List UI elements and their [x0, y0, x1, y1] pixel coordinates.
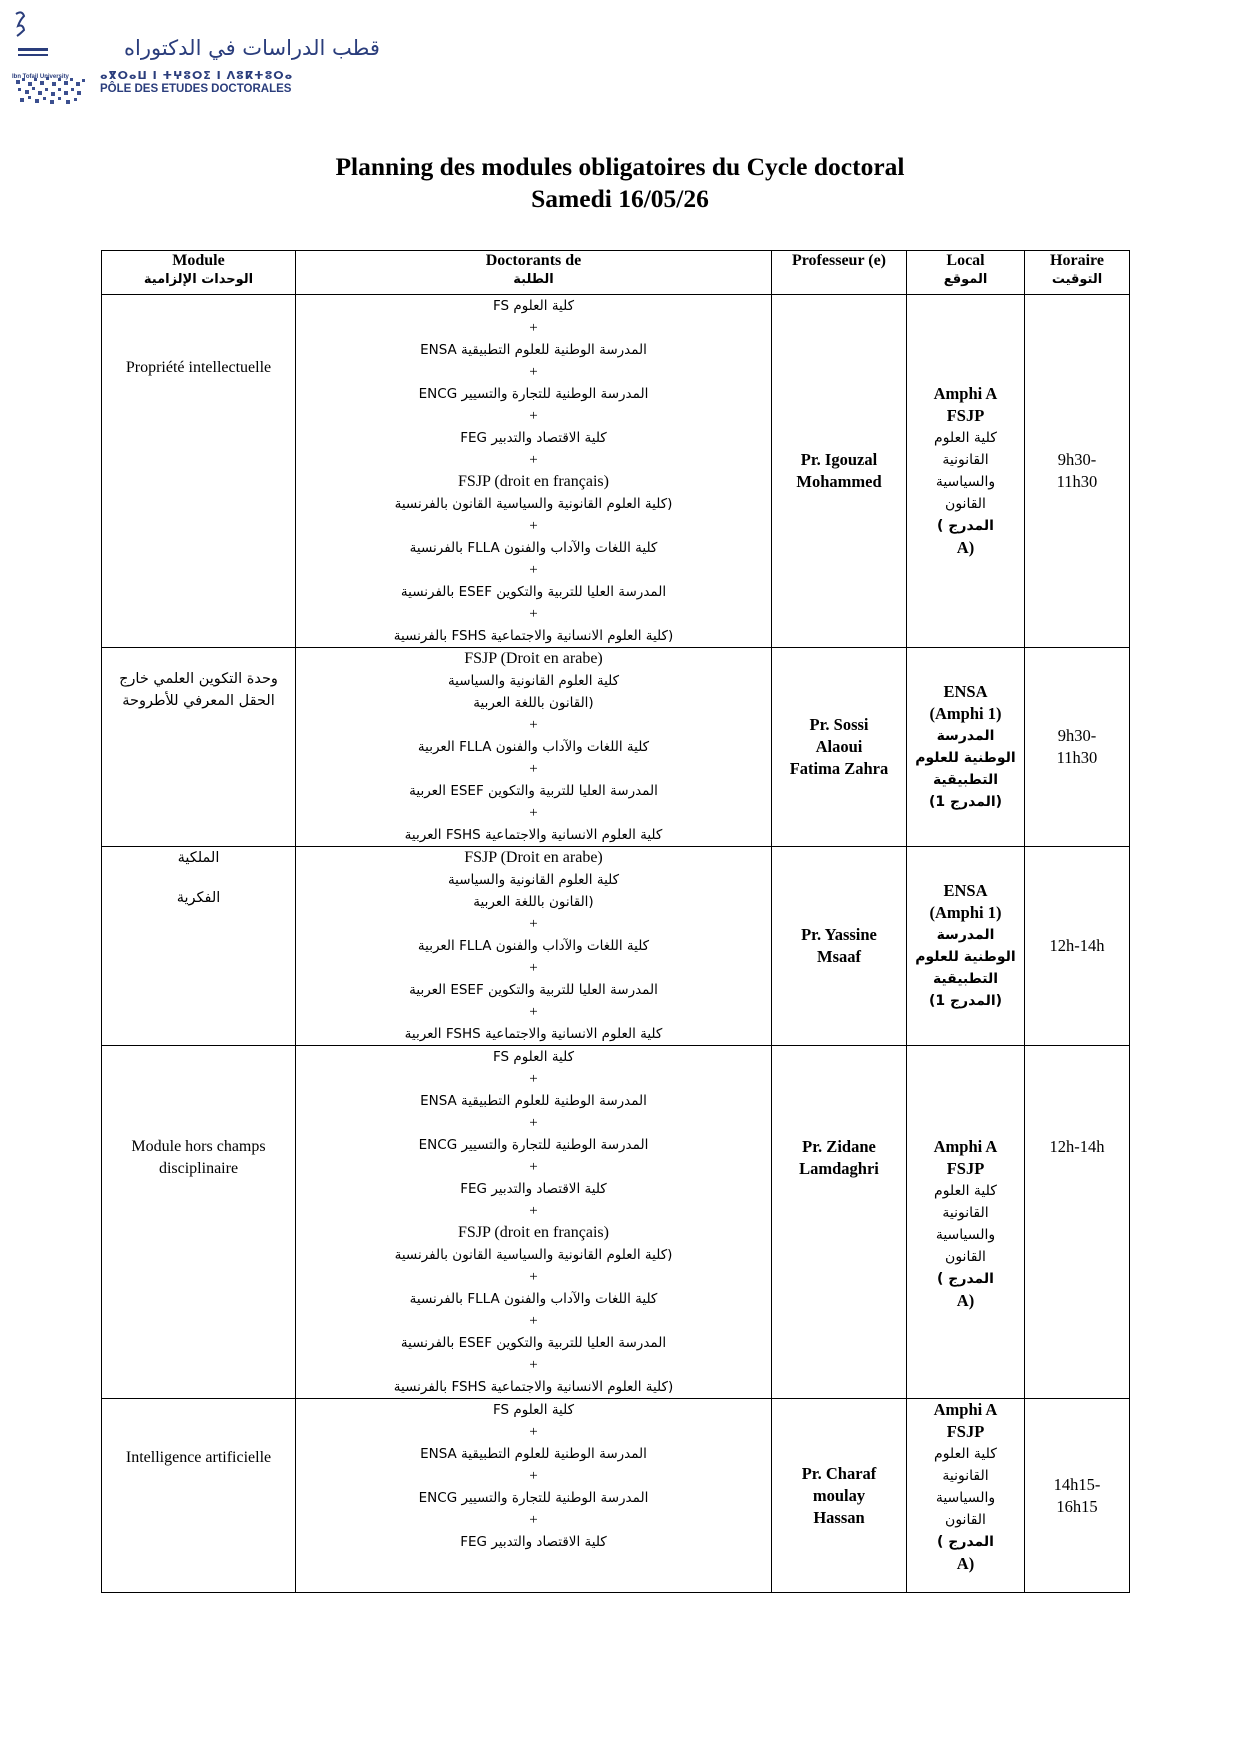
location-cell-line: Amphi A: [933, 1137, 998, 1156]
faculty-line: FSJP (droit en français): [458, 1224, 609, 1241]
table-row: [102, 295, 1130, 648]
module-cell: [102, 295, 296, 648]
module-name-line: الفكرية: [176, 890, 221, 906]
students-cell: [296, 847, 772, 1046]
time-cell-line: 12h-14h: [1049, 936, 1105, 955]
header-location: Local الموقع: [907, 251, 1025, 295]
university-logo: [12, 8, 380, 108]
location-cell: [907, 847, 1025, 1046]
time-cell-line: 9h30-: [1057, 726, 1097, 745]
time-cell-line: 11h30: [1056, 748, 1098, 767]
plus-separator: +: [529, 805, 538, 821]
faculty-line: كلية اللغات والآداب والفنون FLLA بالفرنسية: [409, 540, 658, 556]
location-cell-line: المدرج ): [937, 1271, 994, 1287]
location-cell-line: المدرج ): [937, 518, 994, 534]
module-name-line: وحدة التكوين العلمي خارج: [119, 671, 278, 687]
module-name-line: [108, 869, 289, 887]
module-name-line: الحقل المعرفي للأطروحة: [122, 693, 275, 709]
faculty-line: المدرسة الوطنية للتجارة والتسيير ENCG: [418, 386, 649, 402]
header-professor: Professeur (e): [772, 251, 907, 295]
professor-cell-line: Alaoui: [815, 737, 863, 756]
plus-separator: +: [529, 1203, 538, 1219]
header-time: Horaire التوقيت: [1025, 251, 1130, 295]
location-cell-line: الوطنية للعلوم: [915, 949, 1016, 965]
faculty-line: المدرسة العليا للتربية والتكوين ESEF بالفرنسية: [400, 584, 667, 600]
header-module: Module الوحدات الإلزامية: [102, 251, 296, 295]
plus-separator: +: [529, 320, 538, 336]
plus-separator: +: [529, 452, 538, 468]
professor-cell-line: Lamdaghri: [799, 1159, 879, 1178]
plus-separator: +: [529, 1115, 538, 1131]
location-cell-line: A): [956, 538, 975, 557]
plus-separator: +: [529, 916, 538, 932]
plus-separator: +: [529, 1004, 538, 1020]
ibn-tofail-logo-icon: [12, 8, 92, 108]
faculty-line: (كلية العلوم القانونية والسياسية القانون بالفرنسية: [394, 1247, 673, 1263]
faculty-line: المدرسة العليا للتربية والتكوين ESEF العربية: [409, 982, 658, 998]
plus-separator: +: [529, 1159, 538, 1175]
location-cell-line: كلية العلوم: [934, 1183, 997, 1199]
time-cell: [1025, 295, 1130, 648]
students-cell: [296, 648, 772, 847]
location-cell-line: (Amphi 1): [929, 704, 1002, 723]
professor-cell: [772, 1399, 907, 1593]
location-cell-line: القانون: [945, 1249, 986, 1265]
plus-separator: +: [529, 408, 538, 424]
plus-separator: +: [529, 562, 538, 578]
logo-university-name: Ibn Tofail University: [12, 74, 69, 80]
logo-arabic-text: قطب الدراسات في الدكتوراه: [124, 36, 380, 60]
location-cell-line: كلية العلوم: [934, 1446, 997, 1462]
faculty-line: FS كلية العلوم: [492, 1049, 575, 1065]
students-cell: [296, 1399, 772, 1593]
page-title: Planning des modules obligatoires du Cycle doctoral: [335, 152, 905, 181]
schedule-table: [101, 250, 1130, 1593]
faculty-line: FS كلية العلوم: [492, 1402, 575, 1418]
professor-cell-line: Pr. Zidane: [802, 1137, 876, 1156]
logo-tifinagh-text: ⴰⴳⵔⴰⵡ ⵏ ⵜⵖⵓⵔⵉ ⵏ ⴷⵓⴽⵜⵓⵔⴰ: [100, 69, 294, 82]
time-cell: [1025, 1046, 1130, 1399]
faculty-line: المدرسة الوطنية للعلوم التطبيقية ENSA: [420, 1093, 647, 1109]
faculty-line: المدرسة العليا للتربية والتكوين ESEF العربية: [409, 783, 658, 799]
module-cell: [102, 648, 296, 847]
faculty-line: FS كلية العلوم: [492, 298, 575, 314]
location-cell-line: القانون: [945, 496, 986, 512]
location-cell-line: FSJP: [946, 1422, 985, 1441]
time-cell-line: 16h15: [1056, 1496, 1098, 1516]
location-cell-line: التطبيقية: [932, 772, 999, 788]
module-name-line: disciplinaire: [158, 1160, 239, 1177]
faculty-line: المدرسة العليا للتربية والتكوين ESEF بالفرنسية: [400, 1335, 667, 1351]
professor-cell-line: Msaaf: [817, 947, 861, 966]
table-row: [102, 1046, 1130, 1399]
location-cell-line: FSJP: [946, 1159, 985, 1178]
plus-separator: +: [529, 717, 538, 733]
table-row: [102, 1399, 1130, 1593]
time-cell-line: 12h-14h: [1049, 1137, 1105, 1156]
time-cell-line: 11h30: [1056, 472, 1098, 491]
professor-cell-line: Pr. Yassine: [801, 925, 877, 944]
module-name-line: Intelligence artificielle: [125, 1449, 272, 1466]
location-cell-line: القانونية: [942, 1468, 989, 1484]
module-cell: [102, 1399, 296, 1593]
plus-separator: +: [529, 1357, 538, 1373]
location-cell-line: (Amphi 1): [929, 903, 1002, 922]
faculty-line: (كلية العلوم الانسانية والاجتماعية FSHS بالفرنسية: [393, 628, 674, 644]
plus-separator: +: [529, 1512, 538, 1528]
faculty-line: FSJP (Droit en arabe): [464, 650, 603, 667]
faculty-line: (كلية العلوم الانسانية والاجتماعية FSHS بالفرنسية: [393, 1379, 674, 1395]
header-students: Doctorants de الطلبة: [296, 251, 772, 295]
logo-french-text: PÔLE DES ETUDES DOCTORALES: [100, 83, 292, 95]
location-cell-line: القانون: [945, 1512, 986, 1528]
module-name-line: الملكية: [177, 850, 220, 866]
faculty-line: كلية العلوم القانونية والسياسية: [447, 872, 620, 888]
location-cell-line: Amphi A: [933, 1400, 998, 1419]
location-cell: [907, 648, 1025, 847]
students-cell: [296, 295, 772, 648]
location-cell-line: المدرسة: [936, 927, 995, 943]
faculty-line: كلية العلوم الانسانية والاجتماعية FSHS العربية: [404, 827, 663, 843]
professor-cell-line: Pr. Sossi: [809, 715, 869, 734]
module-name-line: Module hors champs: [131, 1138, 266, 1155]
faculty-line: المدرسة الوطنية للعلوم التطبيقية ENSA: [420, 342, 647, 358]
location-cell-line: الوطنية للعلوم: [915, 750, 1016, 766]
faculty-line: FSJP (droit en français): [458, 473, 609, 490]
location-cell-line: المدرج ): [937, 1534, 994, 1550]
module-cell: [102, 1046, 296, 1399]
faculty-line: المدرسة الوطنية للتجارة والتسيير ENCG: [418, 1137, 649, 1153]
faculty-line: كلية العلوم الانسانية والاجتماعية FSHS العربية: [404, 1026, 663, 1042]
location-cell-line: (المدرج 1): [928, 794, 1003, 810]
faculty-line: FSJP (Droit en arabe): [464, 849, 603, 866]
module-name-line: Propriété intellectuelle: [125, 359, 272, 376]
professor-cell: [772, 847, 907, 1046]
faculty-line: (القانون باللغة العربية: [473, 894, 594, 910]
faculty-line: كلية اللغات والآداب والفنون FLLA بالفرنسية: [409, 1291, 658, 1307]
professor-cell-line: Fatima Zahra: [789, 759, 889, 778]
location-cell-line: القانونية: [942, 452, 989, 468]
location-cell: [907, 1399, 1025, 1593]
time-cell: [1025, 648, 1130, 847]
professor-cell-line: Mohammed: [796, 472, 882, 491]
time-cell: [1025, 1399, 1130, 1593]
plus-separator: +: [529, 364, 538, 380]
faculty-line: المدرسة الوطنية للتجارة والتسيير ENCG: [418, 1490, 649, 1506]
location-cell-line: A): [956, 1554, 975, 1573]
professor-cell: [772, 1046, 907, 1399]
faculty-line: FEG كلية الاقتصاد والتدبير: [460, 430, 607, 446]
page-subtitle: Samedi 16/05/26: [531, 184, 709, 213]
students-cell: [296, 1046, 772, 1399]
module-cell: [102, 847, 296, 1046]
location-cell-line: (المدرج 1): [928, 993, 1003, 1009]
location-cell-line: والسياسية: [935, 474, 996, 490]
professor-cell: [772, 295, 907, 648]
plus-separator: +: [529, 1424, 538, 1440]
time-cell: [1025, 847, 1130, 1046]
faculty-line: FEG كلية الاقتصاد والتدبير: [460, 1534, 607, 1550]
location-cell-line: والسياسية: [935, 1227, 996, 1243]
location-cell: [907, 295, 1025, 648]
faculty-line: المدرسة الوطنية للعلوم التطبيقية ENSA: [420, 1446, 647, 1462]
time-cell-line: 14h15-: [1053, 1474, 1101, 1494]
faculty-line: FEG كلية الاقتصاد والتدبير: [460, 1181, 607, 1197]
plus-separator: +: [529, 960, 538, 976]
faculty-line: كلية اللغات والآداب والفنون FLLA العربية: [417, 938, 650, 954]
location-cell-line: ENSA: [943, 682, 988, 701]
faculty-line: كلية العلوم القانونية والسياسية: [447, 673, 620, 689]
location-cell-line: FSJP: [946, 406, 985, 425]
plus-separator: +: [529, 761, 538, 777]
plus-separator: +: [529, 606, 538, 622]
location-cell-line: المدرسة: [936, 728, 995, 744]
table-row: [102, 847, 1130, 1046]
location-cell-line: ENSA: [943, 881, 988, 900]
professor-cell: [772, 648, 907, 847]
professor-cell-line: Pr. Charaf: [801, 1463, 877, 1483]
table-header-row: [102, 251, 1130, 295]
professor-cell-line: Hassan: [813, 1507, 865, 1527]
faculty-line: (كلية العلوم القانونية والسياسية القانون بالفرنسية: [394, 496, 673, 512]
location-cell-line: القانونية: [942, 1205, 989, 1221]
location-cell: [907, 1046, 1025, 1399]
table-row: [102, 648, 1130, 847]
plus-separator: +: [529, 1313, 538, 1329]
time-cell-line: 9h30-: [1057, 450, 1097, 469]
location-cell-line: A): [956, 1291, 975, 1310]
plus-separator: +: [529, 518, 538, 534]
faculty-line: (القانون باللغة العربية: [473, 695, 594, 711]
professor-cell-line: moulay: [812, 1485, 866, 1505]
location-cell-line: والسياسية: [935, 1490, 996, 1506]
location-cell-line: كلية العلوم: [934, 430, 997, 446]
plus-separator: +: [529, 1071, 538, 1087]
faculty-line: كلية اللغات والآداب والفنون FLLA العربية: [417, 739, 650, 755]
location-cell-line: Amphi A: [933, 384, 998, 403]
location-cell-line: التطبيقية: [932, 971, 999, 987]
plus-separator: +: [529, 1468, 538, 1484]
professor-cell-line: Pr. Igouzal: [800, 450, 878, 469]
plus-separator: +: [529, 1269, 538, 1285]
